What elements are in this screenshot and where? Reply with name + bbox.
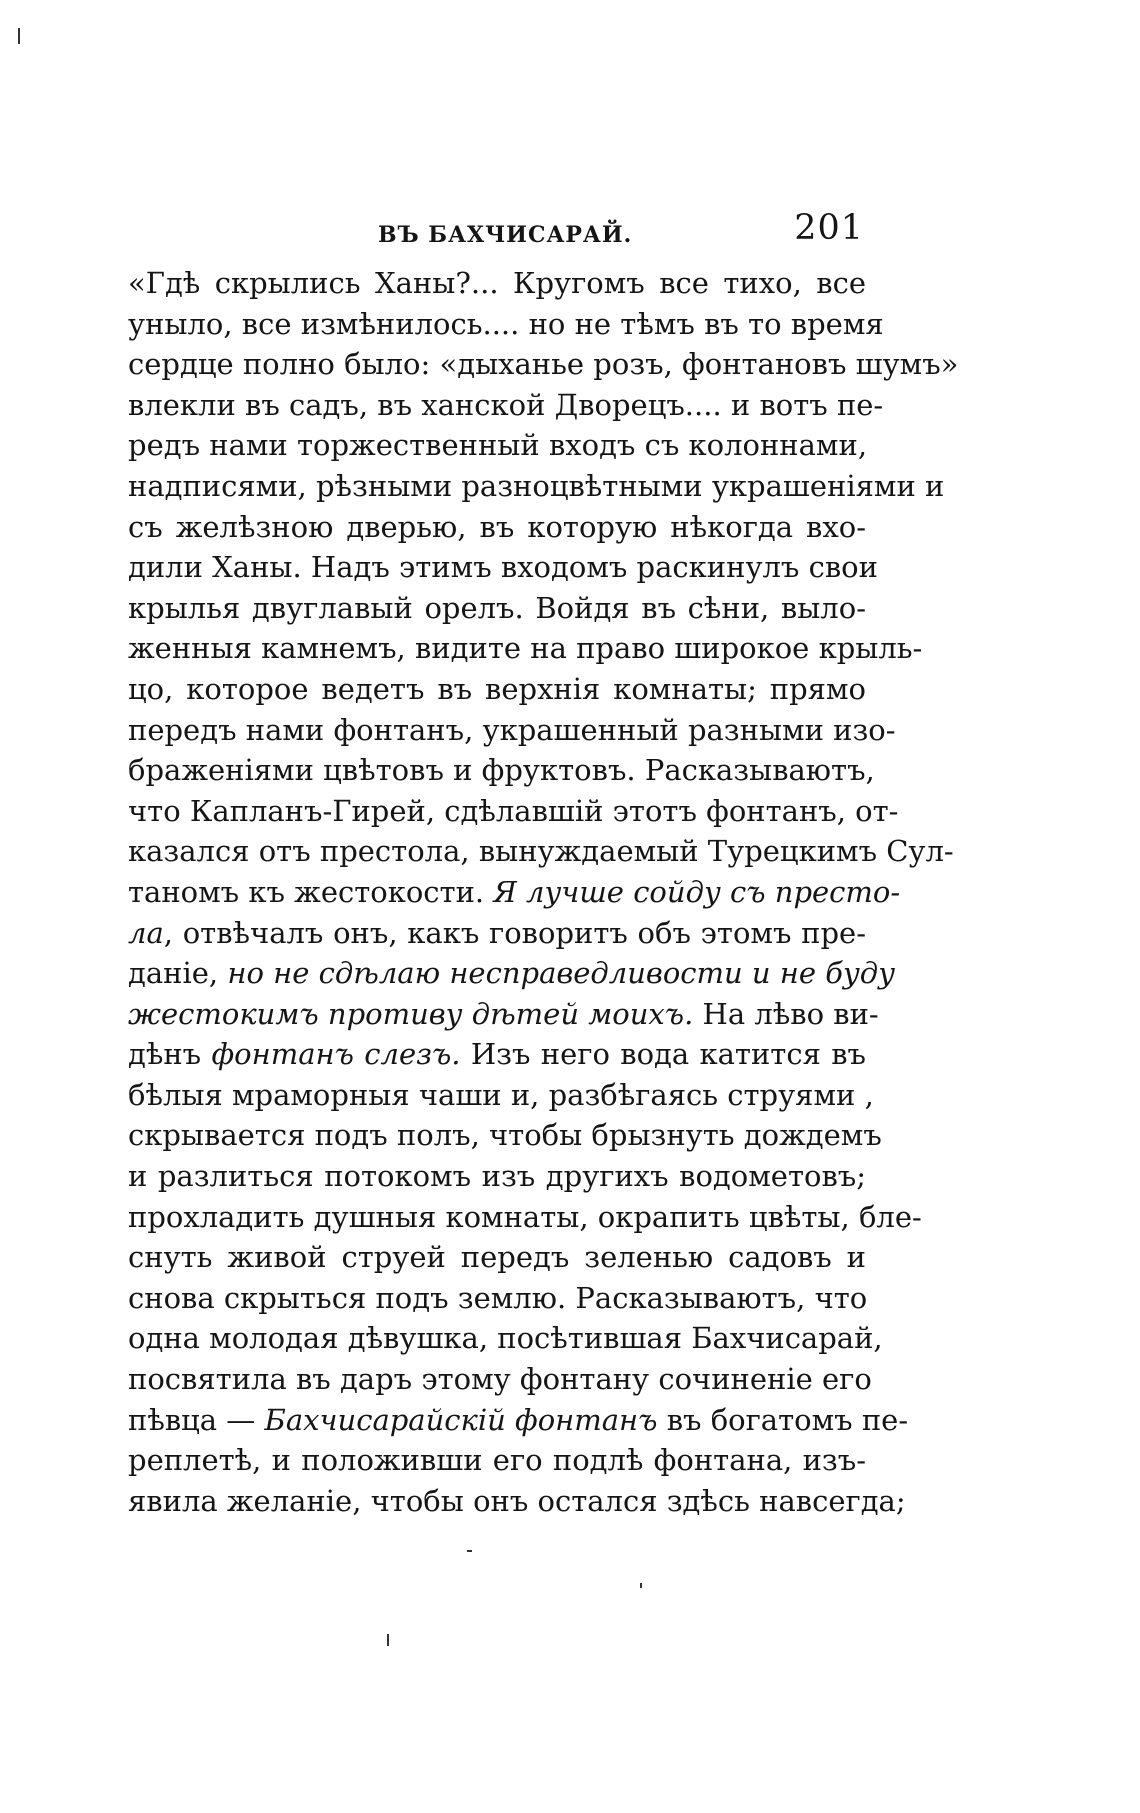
- text-segment: снова скрыться подъ землю. Расказываютъ, что: [128, 1280, 868, 1315]
- text-segment: , отвѣчалъ онъ, какъ говоритъ объ этомъ пре-: [163, 915, 866, 950]
- text-line: [128, 1278, 866, 1319]
- text-segment: въ богатомъ пе-: [657, 1402, 909, 1437]
- italic-text: жестокимъ противу дѣтей моихъ.: [128, 996, 694, 1031]
- italic-text: фонтанъ слезъ.: [211, 1037, 461, 1072]
- text-segment: реплетѣ, и положивши его подлѣ фонтана, изъ-: [128, 1443, 866, 1478]
- italic-text: но не сдѣлаю несправедливости и не буду: [227, 956, 896, 991]
- text-line: [128, 344, 959, 385]
- text-segment: дѣнъ: [128, 1037, 212, 1072]
- text-segment: прохладить душныя комнаты, окрапить цвѣты, бле-: [128, 1199, 922, 1234]
- text-segment: уныло, все измѣнилось.... но не тѣмъ въ то время: [128, 306, 884, 341]
- text-segment: казался отъ престола, вынуждаемый Турецкимъ Сул-: [128, 834, 954, 869]
- text-line: [128, 507, 866, 548]
- text-segment: пѣвца —: [128, 1402, 265, 1437]
- text-segment: женныя камнемъ, видите на право широкое крыль-: [128, 631, 923, 666]
- text-segment: редъ нами торжественный входъ съ колоннами,: [128, 428, 868, 463]
- text-segment: съ желѣзною дверью, въ которую нѣкогда вхо-: [128, 509, 866, 544]
- text-segment: таномъ къ жестокости.: [128, 874, 494, 909]
- scan-mark: [467, 1550, 472, 1552]
- text-line: [128, 994, 879, 1035]
- text-line: [128, 1400, 909, 1441]
- scan-mark: [387, 1634, 389, 1646]
- text-line: [128, 1075, 874, 1116]
- text-segment: что Капланъ-Гирей, сдѣлавшiй этотъ фонтанъ, от-: [128, 793, 899, 828]
- text-segment: надписями, рѣзными разноцвѣтными украшенiями и: [128, 468, 945, 503]
- text-line: [128, 669, 866, 710]
- text-segment: явила желанiе, чтобы онъ остался здѣсь навсегда;: [128, 1483, 906, 1518]
- text-line: [128, 953, 896, 994]
- running-title: ВЪ БАХЧИСАРАЙ.: [378, 222, 633, 248]
- text-line: [128, 547, 878, 588]
- italic-text: Бахчисарайскiй фонтанъ: [264, 1402, 658, 1437]
- text-line: [128, 913, 866, 954]
- text-segment: сердце полно было: «дыханье розъ, фонтановъ шумъ»: [128, 347, 959, 382]
- text-line: [128, 1359, 872, 1400]
- page-number: 201: [794, 208, 864, 248]
- text-segment: На лѣво ви-: [693, 996, 879, 1031]
- text-line: [128, 304, 884, 345]
- scan-mark: [18, 28, 20, 44]
- text-segment: и разлиться потокомъ изъ другихъ водометовъ;: [128, 1159, 866, 1194]
- text-line: [128, 628, 923, 669]
- text-segment: дили Ханы. Надъ этимъ входомъ раскинулъ свои: [128, 550, 878, 585]
- italic-text: ла: [128, 915, 164, 950]
- text-line: [128, 385, 884, 426]
- text-line: [128, 1034, 866, 1075]
- running-head: [128, 208, 864, 258]
- text-segment: бѣлыя мраморныя чаши и, разбѣгаясь струями ,: [128, 1077, 874, 1112]
- text-line: [128, 750, 875, 791]
- text-line: [128, 1197, 922, 1238]
- text-line: [128, 1156, 866, 1197]
- text-line: [128, 263, 866, 304]
- text-line: [128, 710, 896, 751]
- text-segment: Изъ него вода катится въ: [460, 1037, 867, 1072]
- text-line: [128, 1318, 883, 1359]
- text-segment: передъ нами фонтанъ, украшенный разными изо-: [128, 712, 896, 747]
- text-line: [128, 588, 866, 629]
- text-line: [128, 466, 945, 507]
- scan-mark: [640, 1583, 642, 1588]
- text-line: [128, 872, 901, 913]
- body-text: [128, 263, 959, 1521]
- text-segment: одна молодая дѣвушка, посѣтившая Бахчисарай,: [128, 1321, 883, 1356]
- text-segment: посвятила въ даръ этому фонтану сочиненiе его: [128, 1362, 872, 1397]
- text-line: [128, 425, 866, 466]
- text-segment: «Гдѣ скрылись Ханы?... Кругомъ все тихо, все: [128, 266, 866, 300]
- text-line: [128, 1115, 882, 1156]
- text-segment: цо, которое ведетъ въ верхнiя комнаты; прямо: [128, 671, 866, 706]
- text-segment: данiе,: [128, 956, 228, 991]
- text-line: [128, 831, 954, 872]
- text-line: [128, 1237, 866, 1278]
- text-segment: крылья двуглавый орелъ. Войдя въ сѣни, выло-: [128, 590, 866, 625]
- text-line: [128, 1481, 906, 1522]
- italic-text: Я лучше сойду съ престо-: [493, 874, 901, 909]
- text-line: [128, 791, 899, 832]
- text-segment: снуть живой струей передъ зеленью садовъ и: [128, 1240, 866, 1275]
- text-line: [128, 1440, 866, 1481]
- text-segment: скрывается подъ полъ, чтобы брызнуть дождемъ: [128, 1118, 882, 1153]
- text-segment: браженiями цвѣтовъ и фруктовъ. Расказываютъ,: [128, 753, 875, 788]
- text-segment: влекли въ садъ, въ ханской Дворецъ.... и вотъ пе-: [128, 387, 884, 422]
